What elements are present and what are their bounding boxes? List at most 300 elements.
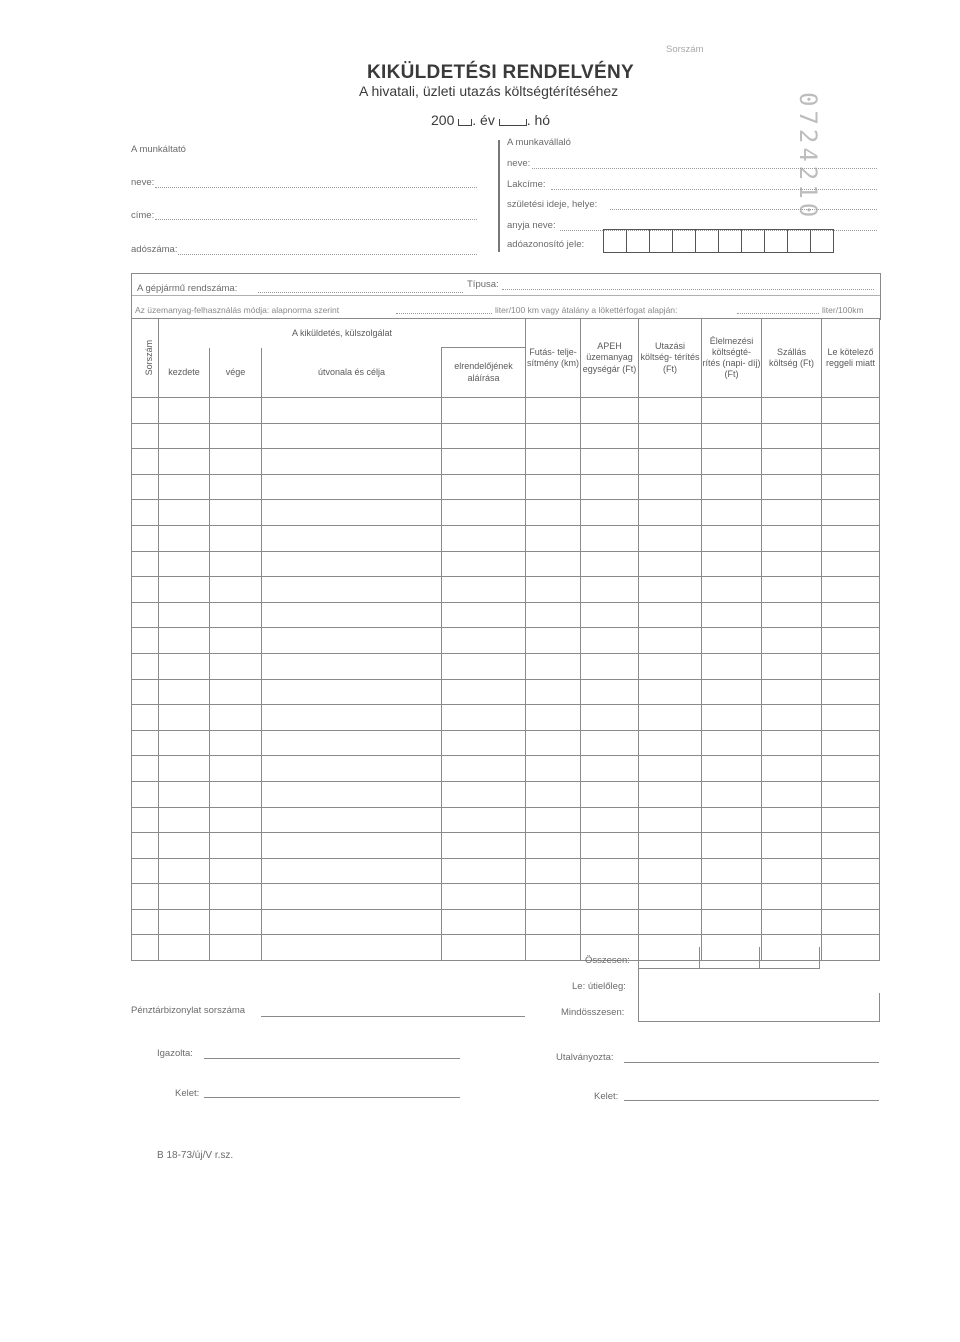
table-cell[interactable] — [702, 423, 762, 449]
tax-id-digit-box[interactable] — [695, 230, 718, 252]
table-cell[interactable] — [702, 807, 762, 833]
table-cell[interactable] — [442, 756, 526, 782]
table-cell[interactable] — [822, 398, 880, 424]
table-cell[interactable] — [159, 525, 210, 551]
table-cell[interactable] — [822, 730, 880, 756]
table-cell[interactable] — [442, 474, 526, 500]
year-prefix: 200 — [431, 112, 455, 128]
table-cell[interactable] — [262, 474, 442, 500]
table-cell[interactable] — [581, 474, 639, 500]
table-cell[interactable] — [526, 628, 581, 654]
table-cell[interactable] — [822, 474, 880, 500]
table-cell[interactable] — [639, 474, 702, 500]
table-cell[interactable] — [262, 705, 442, 731]
table-cell[interactable] — [526, 500, 581, 526]
table-cell[interactable] — [159, 935, 210, 961]
table-cell[interactable] — [702, 833, 762, 859]
table-cell[interactable] — [210, 679, 262, 705]
employer-tax-field[interactable] — [178, 254, 477, 255]
table-cell[interactable] — [762, 833, 822, 859]
table-cell[interactable] — [526, 679, 581, 705]
employee-name-field[interactable] — [532, 168, 877, 169]
table-cell[interactable] — [132, 602, 159, 628]
table-cell[interactable] — [702, 500, 762, 526]
table-cell[interactable] — [702, 679, 762, 705]
tax-id-digit-box[interactable] — [718, 230, 741, 252]
dated-right-field[interactable] — [624, 1100, 879, 1101]
table-cell[interactable] — [442, 653, 526, 679]
table-cell[interactable] — [762, 449, 822, 475]
table-cell[interactable] — [639, 833, 702, 859]
table-cell[interactable] — [210, 525, 262, 551]
table-cell[interactable] — [639, 730, 702, 756]
table-cell[interactable] — [639, 551, 702, 577]
tax-id-digit-box[interactable] — [787, 230, 810, 252]
table-cell[interactable] — [210, 781, 262, 807]
table-cell[interactable] — [132, 525, 159, 551]
vehicle-divider — [132, 295, 880, 296]
table-cell[interactable] — [210, 551, 262, 577]
table-cell[interactable] — [639, 705, 702, 731]
table-cell[interactable] — [526, 474, 581, 500]
table-cell[interactable] — [639, 398, 702, 424]
table-cell[interactable] — [210, 628, 262, 654]
fuel-norm-field[interactable] — [396, 313, 492, 314]
table-cell[interactable] — [262, 756, 442, 782]
table-cell[interactable] — [159, 679, 210, 705]
table-cell[interactable] — [262, 935, 442, 961]
table-cell[interactable] — [210, 423, 262, 449]
table-cell[interactable] — [442, 398, 526, 424]
table-cell[interactable] — [822, 551, 880, 577]
table-cell[interactable] — [132, 653, 159, 679]
table-cell[interactable] — [442, 423, 526, 449]
table-cell[interactable] — [442, 909, 526, 935]
table-cell[interactable] — [159, 551, 210, 577]
table-row — [132, 781, 880, 807]
table-cell[interactable] — [159, 858, 210, 884]
table-cell[interactable] — [822, 807, 880, 833]
table-cell[interactable] — [639, 653, 702, 679]
table-cell[interactable] — [442, 858, 526, 884]
table-cell[interactable] — [702, 602, 762, 628]
table-cell[interactable] — [639, 807, 702, 833]
table-cell[interactable] — [132, 474, 159, 500]
table-cell[interactable] — [639, 577, 702, 603]
table-cell[interactable] — [262, 500, 442, 526]
table-cell[interactable] — [132, 423, 159, 449]
table-cell[interactable] — [762, 525, 822, 551]
tax-id-digit-box[interactable] — [741, 230, 764, 252]
fuel-method-label: Az üzemanyag-felhasználás módja: alapnorma szerint — [135, 305, 340, 315]
table-cell[interactable] — [702, 551, 762, 577]
table-cell[interactable] — [442, 807, 526, 833]
table-cell[interactable] — [639, 679, 702, 705]
table-cell[interactable] — [442, 551, 526, 577]
table-cell[interactable] — [702, 781, 762, 807]
table-cell[interactable] — [132, 909, 159, 935]
table-cell[interactable] — [159, 577, 210, 603]
table-cell[interactable] — [702, 398, 762, 424]
table-cell[interactable] — [822, 577, 880, 603]
table-cell[interactable] — [262, 833, 442, 859]
table-cell[interactable] — [159, 705, 210, 731]
table-cell[interactable] — [159, 423, 210, 449]
table-cell[interactable] — [822, 756, 880, 782]
table-cell[interactable] — [526, 398, 581, 424]
table-cell[interactable] — [762, 577, 822, 603]
table-cell[interactable] — [762, 756, 822, 782]
table-cell[interactable] — [762, 551, 822, 577]
table-cell[interactable] — [581, 705, 639, 731]
table-cell[interactable] — [526, 756, 581, 782]
table-cell[interactable] — [762, 807, 822, 833]
table-cell[interactable] — [581, 884, 639, 910]
table-cell[interactable] — [581, 525, 639, 551]
table-row — [132, 833, 880, 859]
table-cell[interactable] — [639, 756, 702, 782]
table-cell[interactable] — [702, 858, 762, 884]
col-lodging-header: Szállás költség (Ft) — [762, 319, 822, 398]
table-cell[interactable] — [762, 781, 822, 807]
table-cell[interactable] — [762, 500, 822, 526]
table-cell[interactable] — [822, 653, 880, 679]
tax-id-digit-box[interactable] — [810, 230, 833, 252]
table-cell[interactable] — [210, 398, 262, 424]
vehicle-type-field[interactable] — [502, 289, 874, 290]
table-cell[interactable] — [762, 909, 822, 935]
table-cell[interactable] — [822, 833, 880, 859]
table-cell[interactable] — [526, 705, 581, 731]
table-cell[interactable] — [210, 756, 262, 782]
table-cell[interactable] — [262, 449, 442, 475]
table-cell[interactable] — [442, 525, 526, 551]
table-cell[interactable] — [526, 423, 581, 449]
table-cell[interactable] — [762, 398, 822, 424]
table-cell[interactable] — [822, 628, 880, 654]
table-cell[interactable] — [581, 398, 639, 424]
table-cell[interactable] — [639, 628, 702, 654]
table-cell[interactable] — [822, 679, 880, 705]
cash-voucher-label: Pénztárbizonylat sorszáma — [131, 1005, 246, 1016]
table-cell[interactable] — [581, 628, 639, 654]
vehicle-plate-field[interactable] — [258, 292, 463, 293]
table-cell[interactable] — [639, 884, 702, 910]
table-cell[interactable] — [526, 525, 581, 551]
table-cell[interactable] — [581, 500, 639, 526]
table-cell[interactable] — [262, 423, 442, 449]
table-cell[interactable] — [639, 781, 702, 807]
table-cell[interactable] — [822, 449, 880, 475]
table-cell[interactable] — [822, 525, 880, 551]
table-cell[interactable] — [762, 653, 822, 679]
table-cell[interactable] — [581, 653, 639, 679]
table-cell[interactable] — [702, 730, 762, 756]
col-serial-header — [132, 319, 159, 398]
table-cell[interactable] — [762, 679, 822, 705]
table-cell[interactable] — [526, 807, 581, 833]
table-cell[interactable] — [159, 781, 210, 807]
table-cell[interactable] — [526, 602, 581, 628]
employer-address-field[interactable] — [155, 219, 477, 220]
table-cell[interactable] — [262, 679, 442, 705]
table-cell[interactable] — [210, 833, 262, 859]
group-header: A kiküldetés, külszolgálat — [159, 319, 526, 348]
table-cell[interactable] — [639, 602, 702, 628]
table-cell[interactable] — [442, 449, 526, 475]
table-cell[interactable] — [132, 679, 159, 705]
table-row — [132, 705, 880, 731]
table-cell[interactable] — [762, 423, 822, 449]
table-cell[interactable] — [526, 449, 581, 475]
employee-heading: A munkavállaló — [507, 137, 571, 148]
table-cell[interactable] — [581, 551, 639, 577]
table-cell[interactable] — [526, 884, 581, 910]
table-row — [132, 756, 880, 782]
fuel-alt-field[interactable] — [737, 313, 819, 314]
table-cell[interactable] — [210, 474, 262, 500]
employee-residence-field[interactable] — [551, 189, 877, 190]
table-cell[interactable] — [132, 705, 159, 731]
table-row — [132, 500, 880, 526]
table-cell[interactable] — [526, 935, 581, 961]
table-cell[interactable] — [262, 628, 442, 654]
grand-total-row[interactable] — [638, 993, 880, 1022]
table-cell[interactable] — [132, 449, 159, 475]
table-cell[interactable] — [762, 602, 822, 628]
table-cell[interactable] — [210, 449, 262, 475]
fuel-unit-label: liter/100km — [822, 305, 864, 315]
table-cell[interactable] — [132, 884, 159, 910]
cash-voucher-field[interactable] — [261, 1016, 525, 1017]
table-row — [132, 679, 880, 705]
table-cell[interactable] — [822, 423, 880, 449]
table-cell[interactable] — [210, 602, 262, 628]
table-cell[interactable] — [581, 730, 639, 756]
table-cell[interactable] — [442, 781, 526, 807]
tax-id-digit-box[interactable] — [649, 230, 672, 252]
table-cell[interactable] — [262, 909, 442, 935]
serial-number: 0724210 — [794, 92, 822, 222]
sum-lodging-cell[interactable] — [760, 947, 820, 969]
table-cell[interactable] — [639, 525, 702, 551]
tax-id-digit-box[interactable] — [764, 230, 787, 252]
sum-breakfast-cell[interactable] — [820, 947, 878, 969]
table-cell[interactable] — [159, 884, 210, 910]
table-cell[interactable] — [702, 909, 762, 935]
table-cell[interactable] — [210, 884, 262, 910]
table-cell[interactable] — [210, 500, 262, 526]
table-row — [132, 398, 880, 424]
table-cell[interactable] — [581, 781, 639, 807]
table-cell[interactable] — [581, 756, 639, 782]
table-cell[interactable] — [442, 577, 526, 603]
table-cell[interactable] — [702, 474, 762, 500]
table-cell[interactable] — [581, 679, 639, 705]
tax-id-boxes[interactable] — [603, 229, 834, 253]
table-cell[interactable] — [639, 858, 702, 884]
table-cell[interactable] — [526, 730, 581, 756]
table-cell[interactable] — [262, 730, 442, 756]
tax-id-digit-box[interactable] — [672, 230, 695, 252]
table-cell[interactable] — [442, 833, 526, 859]
table-cell[interactable] — [822, 781, 880, 807]
table-cell[interactable] — [442, 884, 526, 910]
table-cell[interactable] — [159, 628, 210, 654]
table-cell[interactable] — [526, 551, 581, 577]
table-cell[interactable] — [132, 500, 159, 526]
employer-tax-label: adószáma: — [131, 244, 178, 255]
table-cell[interactable] — [159, 474, 210, 500]
table-cell[interactable] — [132, 398, 159, 424]
employer-name-field[interactable] — [155, 187, 477, 188]
table-cell[interactable] — [262, 781, 442, 807]
table-cell[interactable] — [132, 577, 159, 603]
table-cell[interactable] — [442, 602, 526, 628]
table-cell[interactable] — [262, 577, 442, 603]
table-cell[interactable] — [762, 474, 822, 500]
table-cell[interactable] — [159, 449, 210, 475]
table-cell[interactable] — [526, 909, 581, 935]
table-cell[interactable] — [210, 935, 262, 961]
table-cell[interactable] — [159, 807, 210, 833]
table-cell[interactable] — [762, 705, 822, 731]
year-digit-box[interactable] — [458, 119, 472, 126]
table-cell[interactable] — [132, 551, 159, 577]
table-row — [132, 653, 880, 679]
table-cell[interactable] — [132, 858, 159, 884]
table-cell[interactable] — [442, 679, 526, 705]
table-cell[interactable] — [442, 935, 526, 961]
table-cell[interactable] — [702, 705, 762, 731]
table-cell[interactable] — [210, 577, 262, 603]
table-cell[interactable] — [822, 705, 880, 731]
col-start-header: kezdete — [159, 348, 210, 398]
tax-id-digit-box[interactable] — [604, 230, 626, 252]
tax-id-digit-box[interactable] — [626, 230, 649, 252]
table-cell[interactable] — [702, 653, 762, 679]
table-cell[interactable] — [262, 858, 442, 884]
table-cell[interactable] — [210, 909, 262, 935]
employer-heading: A munkáltató — [131, 144, 186, 155]
table-cell[interactable] — [442, 500, 526, 526]
month-digit-box[interactable] — [499, 119, 527, 126]
table-cell[interactable] — [639, 909, 702, 935]
table-cell[interactable] — [639, 423, 702, 449]
sum-row — [638, 947, 878, 969]
table-cell[interactable] — [262, 653, 442, 679]
table-cell[interactable] — [581, 577, 639, 603]
advance-row[interactable] — [638, 969, 879, 993]
table-cell[interactable] — [159, 653, 210, 679]
employee-divider — [498, 140, 500, 252]
table-cell[interactable] — [581, 602, 639, 628]
table-cell[interactable] — [132, 935, 159, 961]
table-cell[interactable] — [822, 909, 880, 935]
table-cell[interactable] — [702, 449, 762, 475]
table-cell[interactable] — [210, 807, 262, 833]
table-cell[interactable] — [762, 628, 822, 654]
table-cell[interactable] — [159, 909, 210, 935]
table-cell[interactable] — [581, 909, 639, 935]
payment-field[interactable] — [624, 1062, 879, 1063]
table-cell[interactable] — [526, 858, 581, 884]
table-row — [132, 577, 880, 603]
table-cell[interactable] — [159, 602, 210, 628]
col-signature-header: elrendelőjének aláírása — [442, 348, 526, 398]
table-cell[interactable] — [702, 577, 762, 603]
table-cell[interactable] — [132, 628, 159, 654]
table-cell[interactable] — [702, 628, 762, 654]
table-cell[interactable] — [581, 449, 639, 475]
table-cell[interactable] — [262, 398, 442, 424]
table-cell[interactable] — [526, 833, 581, 859]
table-cell[interactable] — [132, 756, 159, 782]
period-field — [431, 112, 550, 128]
table-cell[interactable] — [442, 730, 526, 756]
table-cell[interactable] — [526, 577, 581, 603]
table-cell[interactable] — [581, 833, 639, 859]
table-cell[interactable] — [159, 500, 210, 526]
table-cell[interactable] — [639, 500, 702, 526]
table-cell[interactable] — [132, 781, 159, 807]
table-cell[interactable] — [526, 781, 581, 807]
table-cell[interactable] — [581, 858, 639, 884]
table-cell[interactable] — [159, 756, 210, 782]
vehicle-plate-label: A gépjármű rendszáma: — [137, 283, 238, 294]
table-cell[interactable] — [262, 551, 442, 577]
table-cell[interactable] — [442, 628, 526, 654]
table-cell[interactable] — [702, 525, 762, 551]
table-cell[interactable] — [702, 884, 762, 910]
table-cell[interactable] — [442, 705, 526, 731]
table-cell[interactable] — [159, 833, 210, 859]
table-cell[interactable] — [822, 500, 880, 526]
table-cell[interactable] — [822, 884, 880, 910]
table-cell[interactable] — [581, 807, 639, 833]
table-cell[interactable] — [762, 730, 822, 756]
table-row — [132, 474, 880, 500]
table-cell[interactable] — [159, 730, 210, 756]
table-cell[interactable] — [262, 807, 442, 833]
sum-meal-cell[interactable] — [700, 947, 760, 969]
sum-travel-cell[interactable] — [638, 947, 700, 969]
table-cell[interactable] — [210, 730, 262, 756]
table-cell[interactable] — [132, 730, 159, 756]
table-cell[interactable] — [159, 398, 210, 424]
table-cell[interactable] — [262, 525, 442, 551]
table-cell[interactable] — [822, 858, 880, 884]
table-cell[interactable] — [210, 858, 262, 884]
table-cell[interactable] — [210, 705, 262, 731]
table-cell[interactable] — [762, 858, 822, 884]
table-cell[interactable] — [132, 833, 159, 859]
employee-birth-field[interactable] — [610, 209, 877, 210]
table-cell[interactable] — [581, 423, 639, 449]
certified-field[interactable] — [204, 1058, 460, 1059]
dated-left-field[interactable] — [204, 1097, 460, 1098]
table-cell[interactable] — [526, 653, 581, 679]
vehicle-type-label: Típusa: — [467, 279, 499, 290]
table-cell[interactable] — [210, 653, 262, 679]
table-cell[interactable] — [639, 449, 702, 475]
table-cell[interactable] — [262, 602, 442, 628]
table-cell[interactable] — [132, 807, 159, 833]
table-cell[interactable] — [262, 884, 442, 910]
table-cell[interactable] — [822, 602, 880, 628]
table-cell[interactable] — [702, 756, 762, 782]
table-cell[interactable] — [762, 884, 822, 910]
